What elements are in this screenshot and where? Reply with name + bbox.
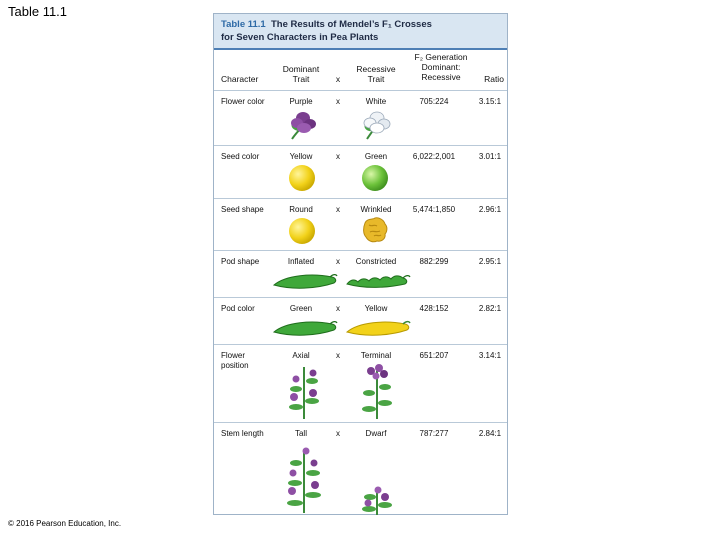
- row-character: Flower position: [221, 351, 249, 370]
- yellow-pod-icon: [345, 318, 411, 338]
- row-character: Seed color: [221, 152, 260, 161]
- axial-plant-icon: [286, 363, 322, 419]
- row-cross: x: [336, 152, 340, 161]
- table-title-line2: for Seven Characters in Pea Plants: [221, 32, 379, 43]
- row-dominant: Inflated: [287, 257, 315, 266]
- purple-flower-icon: [286, 109, 322, 141]
- row-cross: x: [336, 429, 340, 438]
- header-f2-line1: F₂ Generation: [414, 52, 468, 62]
- table-panel: [213, 13, 508, 515]
- header-character: Character: [221, 74, 259, 84]
- copyright: © 2016 Pearson Education, Inc.: [8, 519, 122, 528]
- row-cross: x: [336, 257, 340, 266]
- row-ratio: 2.82:1: [478, 304, 502, 313]
- row-cross: x: [336, 351, 340, 360]
- white-flower-icon: [359, 109, 395, 141]
- header-f2-line3: Recessive: [421, 72, 461, 82]
- row-dominant: Round: [289, 205, 313, 214]
- table-row: [214, 198, 507, 251]
- row-character: Pod color: [221, 304, 255, 313]
- row-recessive: Terminal: [360, 351, 392, 360]
- row-f2-count: 6,022:2,001: [412, 152, 456, 161]
- row-f2-count: 882:299: [419, 257, 449, 266]
- yellow-seed-icon: [288, 164, 316, 192]
- table-title-line1: [221, 19, 432, 30]
- header-ratio: Ratio: [484, 74, 504, 84]
- row-dominant: Axial: [292, 351, 310, 360]
- slide-title: Table 11.1: [8, 4, 68, 19]
- row-recessive: Constricted: [355, 257, 397, 266]
- row-ratio: 2.84:1: [478, 429, 502, 438]
- row-recessive: Green: [364, 152, 388, 161]
- table-row: [214, 145, 507, 199]
- tall-plant-icon: [284, 445, 324, 513]
- row-f2-count: 651:207: [419, 351, 449, 360]
- header-recessive-line2: Trait: [367, 74, 385, 84]
- row-recessive: Wrinkled: [360, 205, 392, 214]
- table-row: [214, 90, 507, 146]
- header-f2: [404, 52, 478, 82]
- inflated-pod-icon: [272, 271, 338, 291]
- row-character: Seed shape: [221, 205, 264, 214]
- table-title-band: [214, 14, 507, 50]
- header-dominant-line1: Dominant: [282, 64, 320, 74]
- row-character: Flower color: [221, 97, 265, 106]
- row-cross: x: [336, 97, 340, 106]
- row-dominant: Tall: [294, 429, 307, 438]
- header-dominant-line2: Trait: [292, 74, 310, 84]
- row-cross: x: [336, 304, 340, 313]
- row-recessive: Yellow: [364, 304, 388, 313]
- row-f2-count: 705:224: [419, 97, 449, 106]
- row-ratio: 3.01:1: [478, 152, 502, 161]
- row-cross: x: [336, 205, 340, 214]
- row-ratio: 2.96:1: [478, 205, 502, 214]
- row-character: Pod shape: [221, 257, 260, 266]
- header-dominant: [276, 64, 326, 84]
- row-ratio: 3.15:1: [478, 97, 502, 106]
- dwarf-plant-icon: [359, 485, 395, 515]
- table-row: [214, 422, 507, 516]
- row-character: Stem length: [221, 429, 264, 438]
- wrinkled-seed-icon: [360, 215, 390, 245]
- row-dominant: Yellow: [289, 152, 313, 161]
- row-f2-count: 428:152: [419, 304, 449, 313]
- constricted-pod-icon: [345, 271, 411, 291]
- header-f2-line2: Dominant:: [421, 62, 461, 72]
- green-pod-icon: [272, 318, 338, 338]
- table-number: Table 11.1: [221, 19, 266, 30]
- round-seed-icon: [288, 217, 316, 245]
- row-f2-count: 5,474:1,850: [412, 205, 456, 214]
- row-recessive: White: [365, 97, 387, 106]
- table-row: [214, 344, 507, 423]
- row-ratio: 2.95:1: [478, 257, 502, 266]
- green-seed-icon: [361, 164, 389, 192]
- table-row: [214, 297, 507, 345]
- header-recessive-line1: Recessive: [356, 64, 396, 74]
- row-recessive: Dwarf: [365, 429, 387, 438]
- table-row: [214, 250, 507, 298]
- header-recessive: [349, 64, 403, 84]
- row-dominant: Green: [289, 304, 313, 313]
- header-cross: x: [335, 74, 341, 84]
- table-title-text1: The Results of Mendel’s F₁ Crosses: [271, 19, 432, 30]
- row-f2-count: 787:277: [419, 429, 449, 438]
- row-ratio: 3.14:1: [478, 351, 502, 360]
- row-dominant: Purple: [289, 97, 313, 106]
- terminal-plant-icon: [359, 363, 395, 419]
